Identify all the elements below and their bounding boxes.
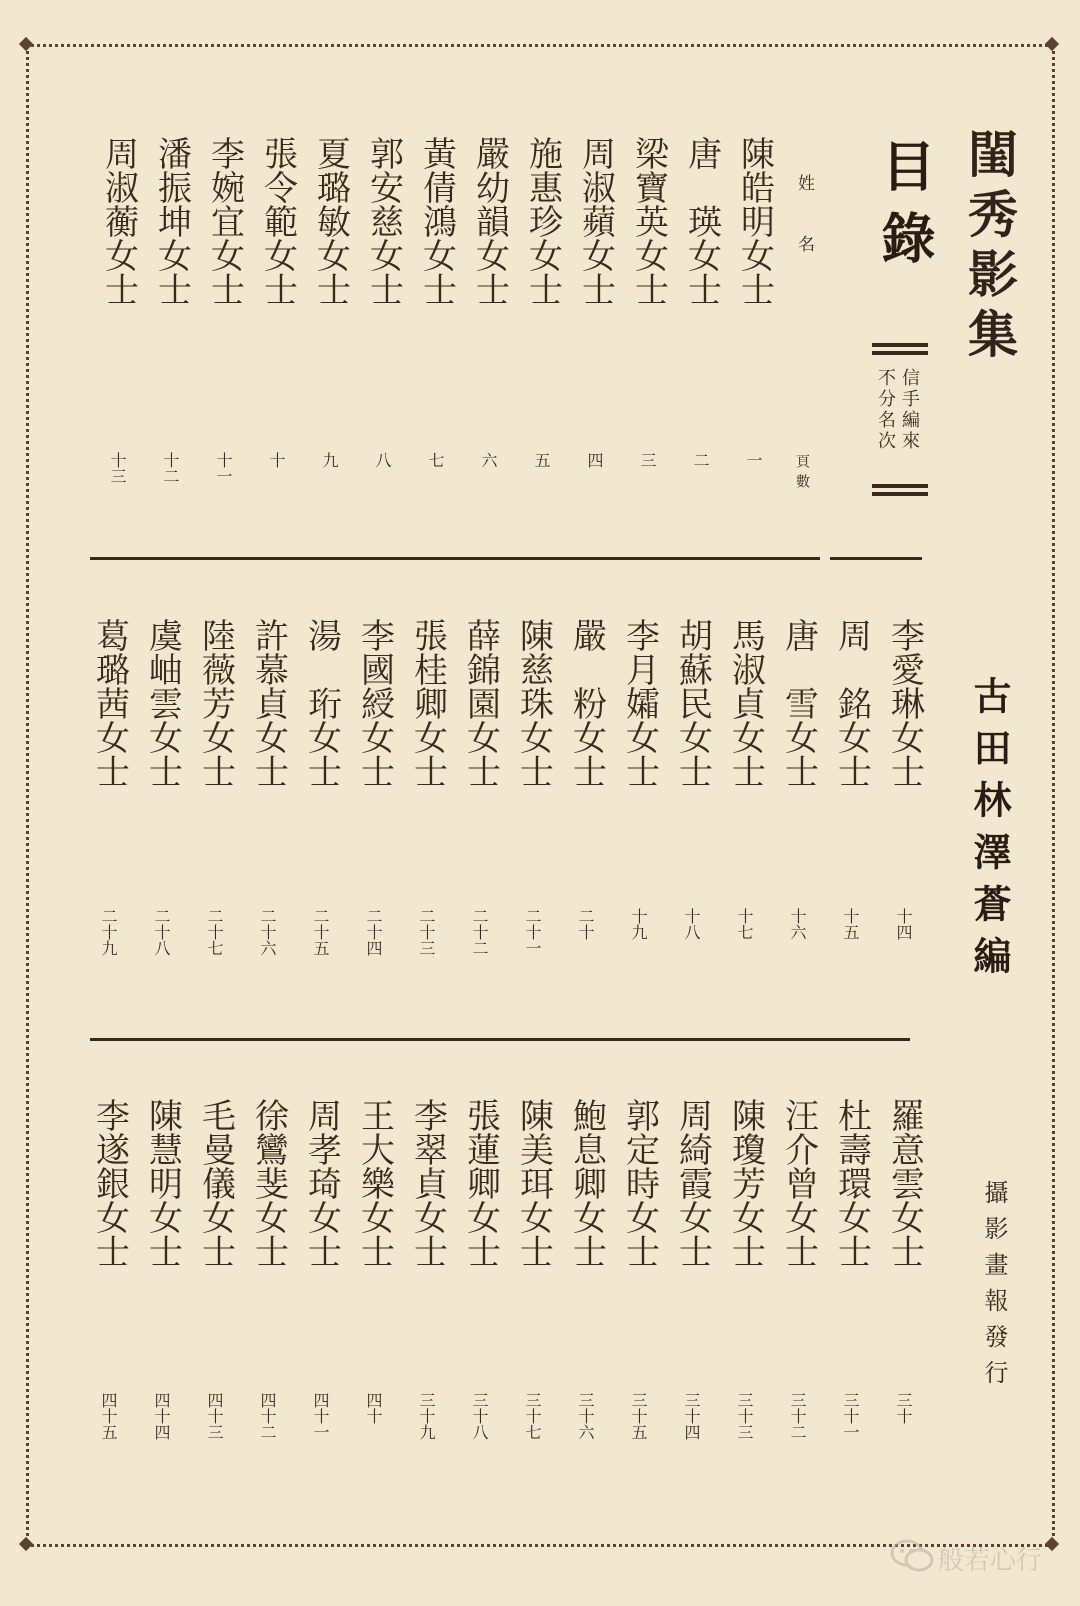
entry-page-number: 四十三 (205, 1392, 224, 1440)
entry-name: 郭安慈女士 (363, 136, 404, 306)
corner-ornament (1045, 1537, 1059, 1551)
entry-page-number: 十四 (894, 908, 913, 940)
border-top (26, 44, 1054, 47)
entry-page-number: 二十二 (470, 908, 489, 956)
entry-page-number: 三 (638, 452, 657, 468)
entry-name: 李婉宜女士 (204, 136, 245, 306)
entry-name: 周淑蘅女士 (98, 136, 139, 306)
entry-page-number: 十二 (161, 452, 180, 484)
entry-name: 馬淑貞女士 (725, 618, 766, 788)
entry-name: 羅意雲女士 (884, 1098, 925, 1268)
entry-page-number: 十七 (735, 908, 754, 940)
entry-name: 杜壽環女士 (831, 1098, 872, 1268)
entry-name: 夏璐敏女士 (310, 136, 351, 306)
border-left (26, 44, 29, 1544)
entry-name: 張桂卿女士 (407, 618, 448, 788)
note-line-2: 不分名次 (875, 368, 896, 452)
entry-name: 陳瓊芳女士 (725, 1098, 766, 1268)
publisher-credit: 攝影畫報發行 (980, 1180, 1008, 1396)
entry-name: 李遂銀女士 (89, 1098, 130, 1268)
entry-page-number: 三十七 (523, 1392, 542, 1440)
entry-page-number: 三十九 (417, 1392, 436, 1440)
entry-page-number: 二十八 (152, 908, 171, 956)
entry-name: 潘振坤女士 (151, 136, 192, 306)
entry-name: 湯 珩女士 (301, 618, 342, 788)
entry-page-number: 三十六 (576, 1392, 595, 1440)
entry-name: 虞岫雲女士 (142, 618, 183, 788)
entry-name: 唐 雪女士 (778, 618, 819, 788)
entry-name: 毛曼儀女士 (195, 1098, 236, 1268)
entry-name: 王大樂女士 (354, 1098, 395, 1268)
entry-page-number: 二十一 (523, 908, 542, 956)
note-bar-bottom (872, 484, 928, 488)
entry-page-number: 五 (532, 452, 551, 468)
entry-name: 陳慈珠女士 (513, 618, 554, 788)
entry-name: 周淑蘋女士 (575, 136, 616, 306)
entry-page-number: 十三 (108, 452, 127, 484)
entry-name: 許慕貞女士 (248, 618, 289, 788)
entry-page-number: 三十八 (470, 1392, 489, 1440)
entry-name: 唐 瑛女士 (681, 136, 722, 306)
entry-page-number: 三十二 (788, 1392, 807, 1440)
book-title: 閨秀影集 (960, 128, 1019, 368)
entry-page-number: 四十二 (258, 1392, 277, 1440)
entry-page-number: 二十九 (99, 908, 118, 956)
note-bar-bottom (872, 492, 928, 496)
entry-page-number: 四十五 (99, 1392, 118, 1440)
entry-page-number: 三十一 (841, 1392, 860, 1440)
entry-name: 李國綬女士 (354, 618, 395, 788)
entry-name: 李翠貞女士 (407, 1098, 448, 1268)
entry-name: 陳慧明女士 (142, 1098, 183, 1268)
entry-page-number: 二 (691, 452, 710, 468)
entry-page-number: 四 (585, 452, 604, 468)
entry-name: 薛錦園女士 (460, 618, 501, 788)
entry-name: 李月孀女士 (619, 618, 660, 788)
entry-name: 鮑息卿女士 (566, 1098, 607, 1268)
entry-page-number: 二十七 (205, 908, 224, 956)
entry-page-number: 六 (479, 452, 498, 468)
toc-title: 目錄 (873, 138, 937, 282)
section-divider (90, 557, 820, 560)
chat-bubble-icon (890, 1538, 934, 1574)
entry-name: 葛璐茜女士 (89, 618, 130, 788)
entry-name: 嚴幼韻女士 (469, 136, 510, 306)
entry-name: 徐鸞斐女士 (248, 1098, 289, 1268)
entry-page-number: 九 (320, 452, 339, 468)
entry-page-number: 八 (373, 452, 392, 468)
corner-ornament (1045, 37, 1059, 51)
entry-name: 郭定時女士 (619, 1098, 660, 1268)
note-bar-top (872, 351, 928, 355)
entry-name: 施惠珍女士 (522, 136, 563, 306)
entry-page-number: 三十五 (629, 1392, 648, 1440)
entry-name: 周綺霞女士 (672, 1098, 713, 1268)
entry-page-number: 一 (744, 452, 763, 468)
corner-ornament (19, 1537, 33, 1551)
entry-name: 張令範女士 (257, 136, 298, 306)
entry-page-number: 四十一 (311, 1392, 330, 1440)
entry-name: 陸薇芳女士 (195, 618, 236, 788)
entry-name: 李愛琳女士 (884, 618, 925, 788)
column-header-page: 頁數 (794, 454, 810, 494)
note-bar-top (872, 343, 928, 347)
entry-page-number: 十五 (841, 908, 860, 940)
corner-ornament (19, 37, 33, 51)
entry-name: 張蓮卿女士 (460, 1098, 501, 1268)
entry-name: 陳美珥女士 (513, 1098, 554, 1268)
entry-name: 周孝琦女士 (301, 1098, 342, 1268)
entry-page-number: 三十 (894, 1392, 913, 1424)
watermark-text: 般若心行 (938, 1546, 1043, 1576)
section-divider (830, 557, 922, 560)
entry-page-number: 四十 (364, 1392, 383, 1424)
entry-page-number: 三十三 (735, 1392, 754, 1440)
entry-page-number: 十六 (788, 908, 807, 940)
entry-page-number: 三十四 (682, 1392, 701, 1440)
entry-name: 汪介曾女士 (778, 1098, 819, 1268)
entry-page-number: 七 (426, 452, 445, 468)
entry-page-number: 四十四 (152, 1392, 171, 1440)
entry-page-number: 十八 (682, 908, 701, 940)
entry-page-number: 十 (267, 452, 286, 468)
column-header-name: 姓名 (794, 174, 814, 296)
note-line-1: 信手編來 (899, 368, 920, 452)
entry-page-number: 二十五 (311, 908, 330, 956)
entry-name: 胡蘇民女士 (672, 618, 713, 788)
entry-name: 嚴 粉女士 (566, 618, 607, 788)
entry-name: 梁寶英女士 (628, 136, 669, 306)
entry-page-number: 十九 (629, 908, 648, 940)
border-right (1052, 44, 1055, 1544)
watermark (890, 1538, 1043, 1578)
entry-page-number: 二十三 (417, 908, 436, 956)
entry-name: 黃倩鴻女士 (416, 136, 457, 306)
entry-name: 陳皓明女士 (734, 136, 775, 306)
editor-credit: 古田林澤蒼編 (967, 676, 1012, 988)
entry-page-number: 二十 (576, 908, 595, 940)
section-divider (90, 1038, 910, 1041)
entry-name: 周 銘女士 (831, 618, 872, 788)
entry-page-number: 二十四 (364, 908, 383, 956)
entry-page-number: 十一 (214, 452, 233, 484)
entry-page-number: 二十六 (258, 908, 277, 956)
